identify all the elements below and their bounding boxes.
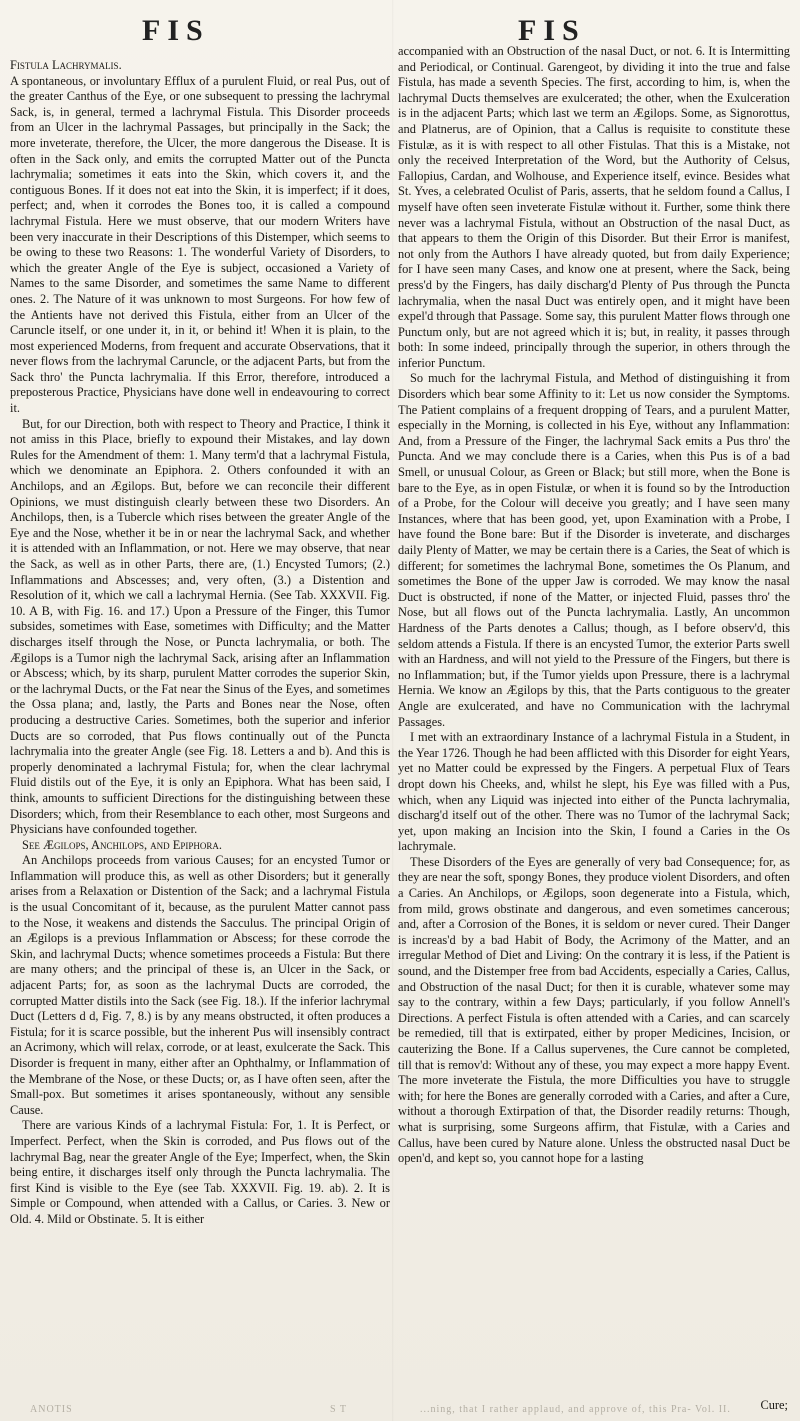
paragraph: accompanied with an Obstruction of the nasal Duct, or not. 6. It is Intermitting and Periodical, or Continual. Garengeot, by dividing it into the true and false Fistula, has made a seventh Species. The first, according to him, is, when the lachrymal Ducts themselves are exulcerated; the other, when the Exulceration is in the adjacent Parts; which last we term an Ægilops. Some, as Signorottus, and Platnerus, are of Opinion, that a Callus is requisite to constitute these Fistulæ, as it is with respect to all other Fistulas. That this is a Mistake, not only the received Interpretation of the Word, but the Authority of Celsus, Fallopius, Cardan, and Wolhouse, and Experience itself, evince. Besides what St. Yves, a celebrated Oculist of Paris, asserts, that he seldom found a Callus, I myself have often seen inveterate Fistulæ without it. Further, some think there never was a lachrymal Fistula, without an Obstruction of the nasal Duct, as that appears to them the Origin of this Disorder. But their Error is manifest, not only from the Authors I have already quoted, but from daily Experience; for I have seen many Cases, and know one at present, where the Sack, being press'd by the Fingers, has daily discharg'd Plenty of Pus through the Puncta lachrymalia, when the nasal Duct was entirely open, and it might have been expel'd through that Passage. Some say, this purulent Matter flows through one Punctum only, but are not agreed which it is; but, in reality, it passes through both: In some indeed, principally through the superior, in others through the inferior Punctum. — [398, 44, 791, 370]
cross-reference: See Ægilops, Anchilops, and Epiphora. — [22, 837, 222, 852]
paragraph: These Disorders of the Eyes are generally of very bad Consequence; for, as they are near the soft, spongy Bones, they produce violent Disorders, and often a Caries. An Anchilops, or Ægilops, soon degenerate into a Fistula, which, from mild, grows obstinate and dangerous, and even sometimes cancerous; and, after a Corrosion of the Bones, it is seldom or never cured. Their Danger is increas'd by a bad Habit of Body, the Acrimony of the Matter, and an irregular Method of Diet and Living: On the contrary it is less, if the Patient is sound, and the Distemper free from bad Accidents, especially a Caries, Callus, and Obstruction of the nasal Duct; for then it is curable, whatever some may say to the contrary, within a few Days; particularly, if you follow Annell's Directions. A perfect Fistula is often attended with a Caries, and can scarcely be remedied, till that is extirpated, either by proper Medicines, Incision, or cauterizing the Bone. If a Callus supervenes, the Cure cannot be completed, till that is remov'd: Without any of these, you may expect a more happy Event. The more inveterate the Fistula, the more Difficulties you have to struggle with; for here the Bones are generally corroded with a Caries, and after a Cure, without a thorough Extirpation of that, the Disorder readily returns: Though, what is surprising, some Surgeons affirm, that Fistulæ, with a Caries and Callus, have been cured by Nature alone. Unless the obstructed nasal Duct be open'd, and kept so, you cannot hope for a lasting — [398, 854, 790, 1166]
paragraph: I met with an extraordinary Instance of a lachrymal Fistula in a Student, in the Year 1726. Though he had been afflicted with this Disorder for eight Years, yet no Matter could be expressed by the Fingers. A perpetual Flux of Tears dropt down his Cheeks, and, whilst he slept, his Eye was filled with a Pus, which, when any Liquid was injected into either of the Puncta lachrymalia, discharg'd itself out of the other. There was no Tumor of the lachrymal Sack; yet, upon making an Incision into the Skin, I found a Caries in the Os lachrymale. — [398, 730, 790, 854]
running-head-left: FIS — [142, 14, 210, 47]
show-through-text-left: ANOTIS — [30, 1404, 73, 1415]
running-head-right: FIS — [518, 14, 586, 47]
entry-title: Fistula Lachrymalis. — [10, 58, 122, 72]
paragraph: A spontaneous, or involuntary Efflux of a purulent Fluid, or real Pus, out of the greater Canthus of the Eye, or one subsequent to pressing the lachrymal Sack, is, in general, termed a lachrymal Fistula. This Disorder proceeds from an Ulcer in the lachrymal Passages, but principally in the Sack; the more inveterate, therefore, the Ulcer, the more dangerous the Disease. It is often in the Sack only, and emits the corrupted Matter out of the Puncta lachrymalia; sometimes it eats into the Skin, which covers it, and the contiguous Bones. If it does not eat into the Skin, it is imperfect; if it does, perfect; and, when it corrodes the Bones too, it is called a compound lachrymal Fistula. Here we must observe, that our modern Writers have been very inaccurate in their Descriptions of this Distemper, which seems to be owing to these two Reasons: 1. The wonderful Variety of Disorders, to which the greater Angle of the Eye is subject, occasioned a Variety of Names to the same Disorder, and sometimes the same Name to different ones. 2. The Nature of it was unknown to most Surgeons. For how few of the Antients have not derived this Fistula, either from an Ulcer of the Caruncle itself, or one under it, in it, or behind it! When it is plain, to the most experienced Moderns, from frequent and accurate Observations, that it never flows from the lachrymal Caruncle, or the adjacent Parts, but from the Sack thro' the Puncta lachrymalia. If this Error, therefore, introduced a preposterous Practice, Physicians have done well in endeavouring to correct it. — [10, 73, 390, 416]
left-column — [10, 58, 390, 1228]
paragraph: There are various Kinds of a lachrymal Fistula: For, 1. It is Perfect, or Imperfect. Perfect, when the Skin is corroded, and Pus flows out of the lachrymal Bag, near the greater Angle of the Eye; Imperfect, when, the Skin being entire, it discharges itself only through the Puncta lachrymalia. The first Kind is visible to the Eye (see Tab. XXXVII. Fig. 19. ab). 2. It is Simple or Compound, when attended with a Callus, or Caries. 3. New or Old. 4. Mild or Obstinate. 5. It is either — [10, 1118, 390, 1226]
show-through-text-mid: S T — [330, 1404, 347, 1415]
right-column — [398, 44, 790, 1167]
paragraph: But, for our Direction, both with respect to Theory and Practice, I think it not amiss in this Place, briefly to expound their Mistakes, and lay down Rules for the Amendment of them: 1. Many term'd that a lachrymal Fistula, which we denominate an Epiphora. 2. Others confounded it with an Anchilops, and an Ægilops. But, before we can reconcile their different Opinions, we must distinguish clearly between these two Disorders. An Anchilops, then, is a Tubercle which rises between the greater Angle of the Eye and the Nose, whether it be in or near the lachrymal Sack, and whether it is attended with an Inflammation, or not. Here we may observe, that near the Sack, as well as in other Parts, there are, (1.) Encysted Tumors; (2.) Inflammations and Abscesses; and, very often, (3.) a Distention and Resolution of it, which we call a lachrymal Hernia. (See Tab. XXXVII. Fig. 10. A B, with Fig. 16. and 17.) Upon a Pressure of the Finger, this Tumor subsides, sometimes with Ease, sometimes with Difficulty; and the Matter discharges itself through the Nose, or Puncta lachrymalia, or both. The Ægilops is a Tumor nigh the lachrymal Sack, arising after an Inflammation or Abscess; which, by its sharp, purulent Matter corrodes the superior Skin, or the lachrymal Ducts, or the Fat near the Sinus of the Eyes, and sometimes the Ossa plana; and, lastly, the Parts and Bones near the Nose, often producing a destructive Caries. Sometimes, both the superior and inferior Ducts are so corroded, that Pus flows continually out of the Puncta lachrymalia into the greater Angle (see Fig. 18. Letters a and b). And this is properly denominated a lachrymal Fistula; for, when the clear lachrymal Fluid distils out of the Eye, it is only an Epiphora. What has been said, I think, amounts to sufficient Directions for the distinguishing between these Disorders; which, from their Resemblance to each other, most Surgeons and Physicians have confounded together. — [10, 416, 390, 837]
gutter-shadow — [392, 0, 394, 1421]
catchword: Cure; — [760, 1398, 788, 1412]
paragraph: An Anchilops proceeds from various Causes; for an encysted Tumor or Inflammation will produce this, as well as other Disorders; but it generally arises from a Relaxation or Distention of the Sack; and a lachrymal Fistula is the usual Concomitant of it, because, as the purulent Matter cannot pass to the Nose, it weakens and distends the Sacculus. The principal Origin of an Ægilops is a previous Inflammation or Abscess; for these corrode the Skin, and lachrymal Ducts; whence sometimes proceeds a Fistula: But there are many others; and the principal of these is, an Ulcer in the Sack, or adjacent Parts; for, as soon as the lachrymal Ducts are corroded, the corrupted Matter distils into the Sack (see Fig. 18.). If the inferior lachrymal Duct (Letters d d, Fig. 7, 8.) is by any means obstructed, it often produces a Fistula; for it is scarce possible, but the inherent Pus will insensibly contract an Acrimony, which will relax, corrode, or at least, exulcerate the Sack. This Disorder is frequent in many, either after an Ophthalmy, or Inflammation of the Membrane of the Nose, or these Ducts; or, as I have often seen, after the Small-pox. But sometimes it arises spontaneously, without any sensible Cause. — [10, 853, 390, 1117]
paragraph: So much for the lachrymal Fistula, and Method of distinguishing it from Disorders which bear some Affinity to it: Let us now consider the Symptoms. The Patient complains of a frequent dropping of Tears, and a purulent Matter, especially in the Morning, is collected in his Eye, without any Inflammation: And, from a Pressure of the Finger, the lachrymal Sack emits a Pus thro' the Puncta. And we may conclude there is a Caries, when this Pus is of a bad Smell, or unusual Colour, as Green or Black; but still more, when the Bone is bare to the Eye, as in open Fistulæ, or when it is found so by the Introduction of a Probe, for the Colour will deceive you greatly; and I have seen many Instances, where that has been good, yet, upon Examination with a Probe, I have found the Bone bare: But if the Disorder is inveterate, and discharges daily Plenty of Matter, we may be certain there is a Caries, the Seat of which is different; for sometimes the lachrymal Bone, sometimes the Os Planum, and sometimes the Bone of the upper Jaw is corroded. We may know the nasal Duct is obstructed, if none of the Matter, or injected Fluid, passes thro' the Nose, but all flows out of the Puncta lachrymalia. Lastly, An uncommon Hardness of the Parts denotes a Callus; though, as I before observ'd, this seldom attends a Fistula. If there is an encysted Tumor, the exterior Parts swell with an Hardness, and will not yield to the Pressure of the Fingers, but there is no Inflammation; but, if the Tumor yields upon Pressure, there is a lachrymal Hernia. We know an Ægilops by this, that the Parts contiguous to the greater Angle are exulcerated, and have no Communication with the lachrymal Passages. — [398, 371, 790, 729]
show-through-text-right: ...ning, that I rather applaud, and approve of, this Pra- Vol. II. — [420, 1404, 731, 1415]
